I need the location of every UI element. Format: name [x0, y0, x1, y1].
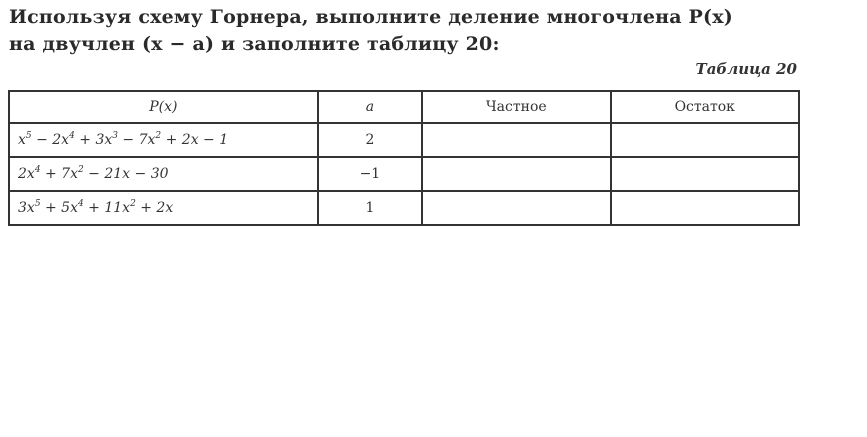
- exponent: 2: [155, 131, 162, 141]
- exponent: 4: [34, 165, 41, 175]
- polynomial-term: − 2x: [31, 132, 70, 148]
- polynomial-cell: [9, 123, 318, 157]
- polynomial-term: 2x: [18, 166, 35, 182]
- a-value-cell: −1: [318, 157, 422, 191]
- exponent: 4: [77, 199, 84, 209]
- a-value-cell: 1: [318, 191, 422, 225]
- quotient-cell[interactable]: [422, 157, 610, 191]
- polynomial-cell: [9, 191, 318, 225]
- exponent: 2: [130, 199, 136, 209]
- exponent: 5: [25, 131, 32, 141]
- polynomial-term: + 3x: [74, 132, 113, 148]
- table-row: [9, 191, 799, 225]
- task-line-2: на двучлен (x − a) и заполните таблицу 20:: [9, 33, 500, 55]
- remainder-cell[interactable]: [611, 191, 800, 225]
- horner-table: [8, 90, 800, 226]
- task-line-1: Используя схему Горнера, выполните деление многочлена P(x): [9, 6, 733, 28]
- quotient-cell[interactable]: [422, 191, 610, 225]
- polynomial-term: − 7x: [117, 132, 156, 148]
- polynomial-term: + 2x: [135, 200, 174, 216]
- polynomial-term: + 11x: [83, 200, 131, 216]
- exponent: 4: [69, 131, 75, 141]
- header-polynomial: P(x): [9, 91, 318, 123]
- polynomial-term: + 7x: [40, 166, 78, 182]
- polynomial-cell: [9, 157, 318, 191]
- polynomial-term: + 5x: [40, 200, 78, 216]
- remainder-cell[interactable]: [611, 123, 800, 157]
- header-remainder: Остаток: [611, 91, 800, 123]
- table-header-row: [9, 91, 799, 123]
- exponent: 3: [112, 131, 118, 141]
- table-caption: Таблица 20: [695, 60, 797, 78]
- exponent: 5: [34, 199, 41, 209]
- exponent: 2: [77, 165, 84, 175]
- table-row: [9, 157, 799, 191]
- remainder-cell[interactable]: [611, 157, 800, 191]
- polynomial-term: + 2x − 1: [161, 132, 229, 148]
- header-a: a: [318, 91, 422, 123]
- polynomial-term: − 21x − 30: [83, 166, 169, 182]
- task-statement: [9, 4, 809, 58]
- polynomial-term: x: [18, 132, 26, 148]
- polynomial-term: 3x: [18, 200, 35, 216]
- a-value-cell: 2: [318, 123, 422, 157]
- header-quotient: Частное: [422, 91, 610, 123]
- quotient-cell[interactable]: [422, 123, 610, 157]
- table-row: [9, 123, 799, 157]
